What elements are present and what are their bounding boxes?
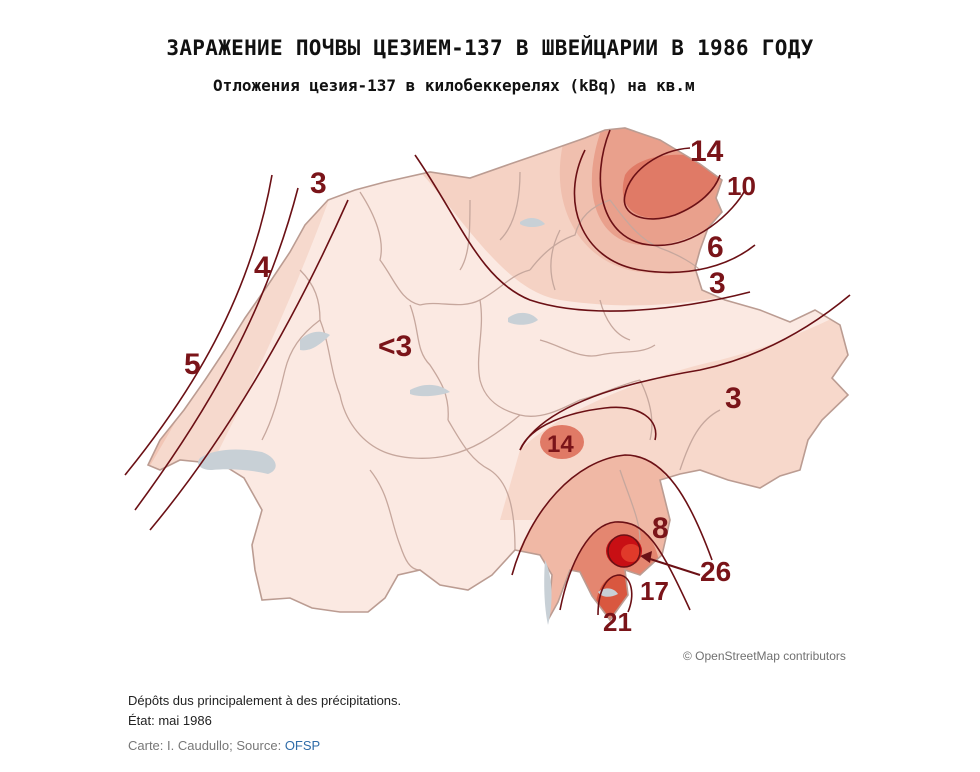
label-south-17: 17 xyxy=(640,576,669,606)
label-south-21: 21 xyxy=(603,607,632,637)
label-ne-10: 10 xyxy=(727,171,756,201)
peak-spot-26 xyxy=(606,535,642,567)
label-ne-14: 14 xyxy=(690,135,724,168)
map-attribution: © OpenStreetMap contributors xyxy=(683,649,846,663)
map-subtitle: Отложения цезия-137 в килобеккерелях (kBq) на кв.м xyxy=(213,76,695,95)
credit-prefix: Carte: I. Caudullo; Source: xyxy=(128,738,285,753)
label-south-8: 8 xyxy=(652,512,669,545)
source-link[interactable]: OFSP xyxy=(284,738,321,753)
map-title: ЗАРАЖЕНИЕ ПОЧВЫ ЦЕЗИЕМ-137 В ШВЕЙЦАРИИ В 1986 ГОДУ xyxy=(166,36,814,60)
label-west-4: 4 xyxy=(254,251,271,284)
label-ne-3: 3 xyxy=(709,267,726,300)
label-ne-6: 6 xyxy=(707,231,724,264)
note-line-1: Dépôts dus principalement à des précipitations. xyxy=(128,693,402,708)
label-west-3: 3 xyxy=(310,167,327,200)
label-west-5: 5 xyxy=(184,348,201,381)
label-se-3: 3 xyxy=(725,382,742,415)
note-line-2: État: mai 1986 xyxy=(128,713,212,728)
label-south-14: 14 xyxy=(547,431,574,458)
label-south-26: 26 xyxy=(700,556,732,587)
source-credit xyxy=(128,738,320,753)
label-central: <3 xyxy=(378,330,413,363)
